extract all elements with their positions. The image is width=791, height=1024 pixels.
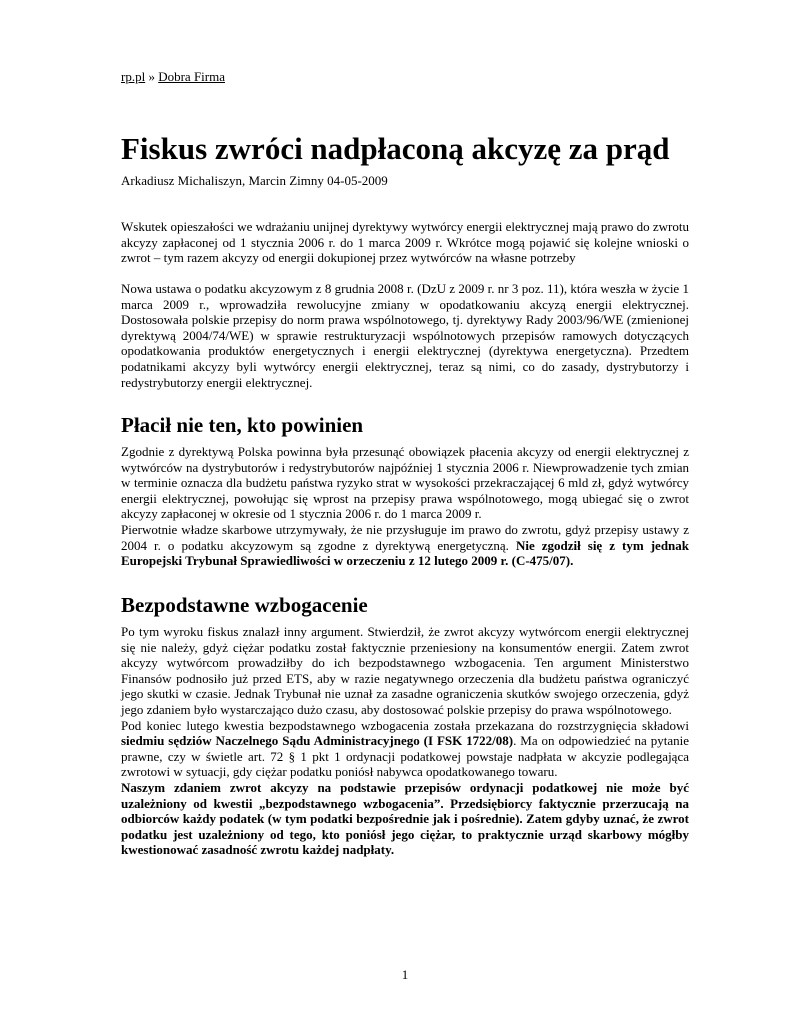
section2-p2-text-a: Pod koniec lutego kwestia bezpodstawnego wzbogacenia została przekazana do rozstrzygnięcia składowi (121, 717, 689, 733)
article-byline: Arkadiusz Michaliszyn, Marcin Zimny 04-05-2009 (121, 173, 388, 188)
section1-p2-text: Pierwotnie władze skarbowe utrzymywały, że nie przysługuje im prawo do zwrotu, gdyż przepisy ustawy z 2004 r. o podatku akcyzowym są zgodne z dyrektywą energetyczną. (121, 521, 689, 553)
section-heading-1: Płacił nie ten, kto powinien (121, 413, 364, 437)
section1-paragraph-2 (121, 522, 689, 569)
breadcrumb-link-section[interactable]: Dobra Firma (158, 69, 225, 84)
page-number: 1 (401, 967, 409, 982)
breadcrumb (121, 69, 225, 85)
section2-paragraph-1: Po tym wyroku fiskus znalazł inny argument. Stwierdził, że zwrot akcyzy wytwórcom energii elektrycznej się nie należy, gdyż ciężar podatku został faktycznie przeniesiony na konsumentów energii. Zatem zwrot akcyzy wytwórcom prowadziłby do ich bezpodstawnego wzbogacenia. Ten argument Ministerstwo Finansów podnosiło już przed ETS, aby w razie negatywnego orzeczenia dla budżetu państwa ograniczyć jego skutki w czasie. Jednak Trybunał nie uznał za zasadne ograniczenia skutków swojego orzeczenia, gdyż jego zdaniem było wystarczająco dużo czasu, aby dostosować polskie przepisy do prawa wspólnotowego. (121, 624, 689, 717)
section-heading-2: Bezpodstawne wzbogacenie (121, 593, 368, 617)
lead-paragraph: Wskutek opieszałości we wdrażaniu unijnej dyrektywy wytwórcy energii elektrycznej mają prawo do zwrotu akcyzy zapłaconej od 1 stycznia 2006 r. do 1 marca 2009 r. Wkrótce mogą pojawić się kolejne wnioski o zwrot – tym razem akcyzy od energii dokupionej przez wytwórców na własne potrzeby (121, 219, 689, 266)
intro-paragraph-block (121, 281, 689, 390)
section1-block (121, 444, 689, 569)
breadcrumb-separator: » (145, 69, 159, 84)
section2-p2-text-b: . Ma on odpowiedzieć na pytanie prawne, czy w świetle art. 72 § 1 pkt 1 ordynacji podatkowej powstaje nadpłata w akcyzie podlegająca zwrotowi w sytuacji, gdy ciężar podatku poniósł nabywca opodatkowanego towaru. (121, 733, 689, 780)
section2-paragraph-2 (121, 718, 689, 780)
breadcrumb-link-site[interactable]: rp.pl (121, 69, 146, 84)
intro-paragraph: Nowa ustawa o podatku akcyzowym z 8 grudnia 2008 r. (DzU z 2009 r. nr 3 poz. 11), która weszła w życie 1 marca 2009 r., wprowadziła rewolucyjne zmiany w opodatkowaniu akcyzą energii elektrycznej. Dostosowała polskie przepisy do norm prawa wspólnotowego, tj. dyrektywy Rady 2003/96/WE (zmienionej dyrektywą 2004/74/WE) w sprawie restrukturyzacji wspólnotowych przepisów ramowych dotyczących opodatkowania produktów energetycznych i energii elektrycznej (dyrektywa energetyczna). Przedtem podatnikami akcyzy byli wytwórcy energii elektrycznej, teraz są nimi, co do zasady, dystrybutorzy i redystrybutorzy energii elektrycznej. (121, 281, 689, 390)
article-title: Fiskus zwróci nadpłaconą akcyzę za prąd (121, 131, 670, 166)
section2-block (121, 624, 689, 858)
section2-paragraph-3: Naszym zdaniem zwrot akcyzy na podstawie przepisów ordynacji podatkowej nie może być uzależniony od kwestii „bezpodstawnego wzbogacenia”. Przedsiębiorcy faktycznie przerzucają na odbiorców każdy podatek (w tym podatki bezpośrednie jak i pośrednie). Zatem gdyby uznać, że zwrot podatku jest uzależniony od tego, kto poniósł jego ciężar, to praktycznie urząd skarbowy mógłby kwestionować zasadność zwrotu każdej nadpłaty. (121, 779, 689, 858)
section1-paragraph-1: Zgodnie z dyrektywą Polska powinna była przesunąć obowiązek płacenia akcyzy od energii elektrycznej z wytwórców na dystrybutorów i redystrybutorów najpóźniej 1 stycznia 2006 r. Niewprowadzenie tych zmian w terminie oznacza dla budżetu państwa ryzyko strat w wysokości przekraczającej 6 mld zł, gdyż wytwórcy energii elektrycznej, powołując się wprost na przepisy prawa wspólnotowego, mogą ubiegać się o zwrot akcyzy zapłaconej w okresie od 1 stycznia 2006 r. do 1 marca 2009 r. (121, 444, 689, 522)
section2-p2-bold: siedmiu sędziów Naczelnego Sądu Administracyjnego (I FSK 1722/08) (121, 733, 514, 749)
lead-paragraph-block (121, 219, 689, 266)
section1-p2-bold: Nie zgodził się z tym jednak Europejski Trybunał Sprawiedliwości w orzeczeniu z 12 lutego 2009 r. (C-475/07). (121, 537, 690, 569)
